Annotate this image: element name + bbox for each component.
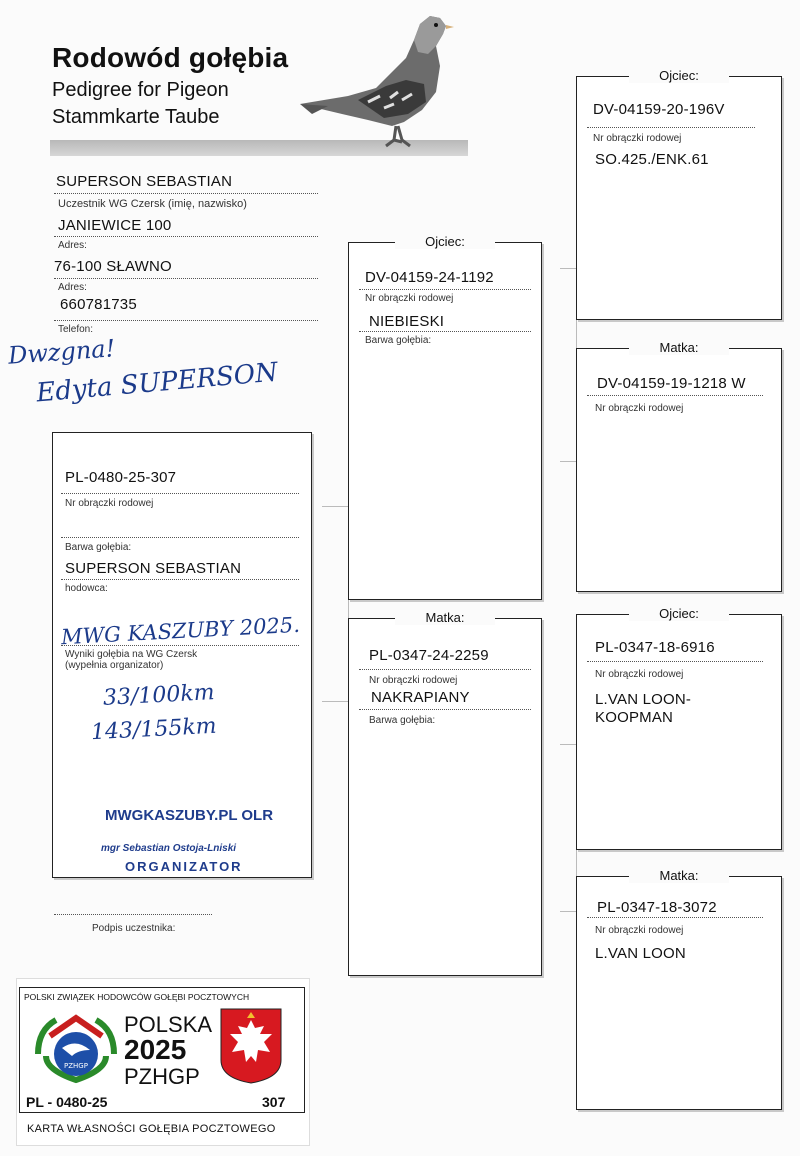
ownership-year: 2025: [124, 1034, 187, 1065]
mother-title: Matka:: [395, 610, 494, 625]
owner-address-2-label: Adres:: [58, 282, 87, 293]
subtitle-de: Stammkarte Taube: [52, 106, 220, 128]
granddam-maternal-title: Matka:: [629, 868, 728, 883]
granddam-paternal-card: [576, 340, 782, 592]
connector-mother: [560, 744, 577, 912]
owner-address-2-line: [54, 278, 318, 279]
granddam-maternal-ring-line: [587, 917, 763, 918]
granddam-paternal-ring: DV-04159-19-1218 W: [597, 375, 746, 392]
mother-color-line: [359, 709, 531, 710]
owner-address-1: JANIEWICE 100: [58, 217, 172, 234]
ownership-abbr: PZHGP: [124, 1064, 200, 1089]
granddam-maternal-card: [576, 868, 782, 1110]
owner-phone-label: Telefon:: [58, 324, 94, 335]
logo-text: PZHGP: [64, 1062, 88, 1070]
main-results-label-2: (wypełnia organizator): [65, 660, 164, 671]
grandsire-maternal-note-1: L.VAN LOON-: [595, 691, 692, 708]
main-breeder-label: hodowca:: [65, 583, 108, 594]
mother-color-label: Barwa gołębia:: [369, 715, 436, 726]
father-color-label: Barwa gołębia:: [365, 335, 432, 346]
main-breeder-line: [61, 579, 299, 580]
connector-father: [560, 268, 577, 462]
organizer-stamp-line-2: mgr Sebastian Ostoja-Lniski: [101, 843, 237, 854]
grandsire-paternal-ring-line: [587, 127, 755, 128]
main-results-label-1: Wyniki gołębia na WG Czersk: [65, 649, 198, 660]
main-result-handwritten: MWG KASZUBY 2025.: [60, 612, 301, 650]
father-ring-label: Nr obrączki rodowej: [365, 293, 454, 304]
grandsire-maternal-ring: PL-0347-18-6916: [595, 639, 715, 656]
owner-address-2: 76-100 SŁAWNO: [54, 258, 172, 275]
granddam-paternal-ring-label: Nr obrączki rodowej: [595, 403, 684, 414]
ownership-footer: KARTA WŁASNOŚCI GOŁĘBIA POCZTOWEGO: [27, 1123, 276, 1135]
grandsire-maternal-note-2: KOOPMAN: [595, 709, 674, 726]
handwritten-greeting: Dwzgna!: [7, 334, 117, 370]
granddam-maternal-note: L.VAN LOON: [595, 945, 686, 962]
mother-ring-label: Nr obrączki rodowej: [369, 675, 458, 686]
ownership-country: POLSKA: [124, 1012, 213, 1037]
granddam-paternal-ring-line: [587, 395, 763, 396]
grandsire-paternal-note: SO.425./ENK.61: [595, 151, 709, 168]
main-result-2: 143/155km: [90, 713, 218, 746]
father-color-line: [359, 331, 531, 332]
main-card: [52, 432, 312, 878]
handwritten-name: Edyta SUPERSON: [35, 357, 280, 409]
owner-phone: 660781735: [60, 296, 137, 313]
grandsire-paternal-ring-label: Nr obrączki rodowej: [593, 133, 682, 144]
main-ring-label: Nr obrączki rodowej: [65, 498, 154, 509]
signature-label: Podpis uczestnika:: [92, 923, 176, 934]
ownership-card-inner: [19, 987, 305, 1113]
page-title: Rodowód gołębia: [52, 42, 289, 73]
grandsire-maternal-ring-line: [587, 661, 763, 662]
organizer-stamp-line-1: MWGKASZUBY.PL OLR: [105, 807, 274, 824]
father-ring: DV-04159-24-1192: [365, 269, 494, 286]
grandsire-paternal-card: [576, 68, 782, 320]
ownership-ring-number: 307: [262, 1094, 286, 1110]
pzhgp-logo-icon: [32, 1010, 120, 1086]
ownership-org: POLSKI ZWIĄZEK HODOWCÓW GOŁĘBI POCZTOWYCH: [24, 992, 250, 1002]
father-card: [348, 234, 542, 600]
owner-name: SUPERSON SEBASTIAN: [56, 173, 233, 190]
subtitle-en: Pedigree for Pigeon: [52, 79, 229, 101]
grandsire-maternal-ring-label: Nr obrączki rodowej: [595, 669, 684, 680]
pigeon-icon: [298, 10, 458, 155]
polish-eagle-icon: [220, 1008, 282, 1084]
main-result-1: 33/100km: [102, 680, 216, 711]
mother-ring-line: [359, 669, 531, 670]
father-title: Ojciec:: [395, 234, 495, 249]
owner-name-label: Uczestnik WG Czersk (imię, nazwisko): [58, 198, 247, 210]
mother-card: [348, 610, 542, 976]
signature-line: [54, 914, 212, 915]
ownership-card: [16, 978, 310, 1146]
grandsire-maternal-title: Ojciec:: [629, 606, 729, 621]
father-color: NIEBIESKI: [369, 313, 445, 330]
connector-main: [322, 506, 349, 702]
grandsire-paternal-title: Ojciec:: [629, 68, 729, 83]
main-color-label: Barwa gołębia:: [65, 542, 132, 553]
granddam-paternal-title: Matka:: [629, 340, 728, 355]
main-ring-line: [61, 493, 299, 494]
organizer-stamp-line-3: ORGANIZATOR: [125, 859, 243, 874]
ownership-ring-prefix: PL - 0480-25: [26, 1094, 108, 1110]
mother-ring: PL-0347-24-2259: [369, 647, 489, 664]
owner-name-line: [54, 193, 318, 194]
main-color-line: [61, 537, 299, 538]
mother-color: NAKRAPIANY: [371, 689, 470, 706]
owner-address-1-label: Adres:: [58, 240, 87, 251]
granddam-maternal-ring-label: Nr obrączki rodowej: [595, 925, 684, 936]
granddam-maternal-ring: PL-0347-18-3072: [597, 899, 717, 916]
main-breeder: SUPERSON SEBASTIAN: [65, 560, 242, 577]
main-ring-number: PL-0480-25-307: [65, 469, 177, 486]
father-ring-line: [359, 289, 531, 290]
main-results-line: [61, 645, 299, 646]
owner-address-1-line: [54, 236, 318, 237]
owner-phone-line: [54, 320, 318, 321]
grandsire-paternal-ring: DV-04159-20-196V: [593, 101, 725, 118]
grandsire-maternal-card: [576, 606, 782, 850]
